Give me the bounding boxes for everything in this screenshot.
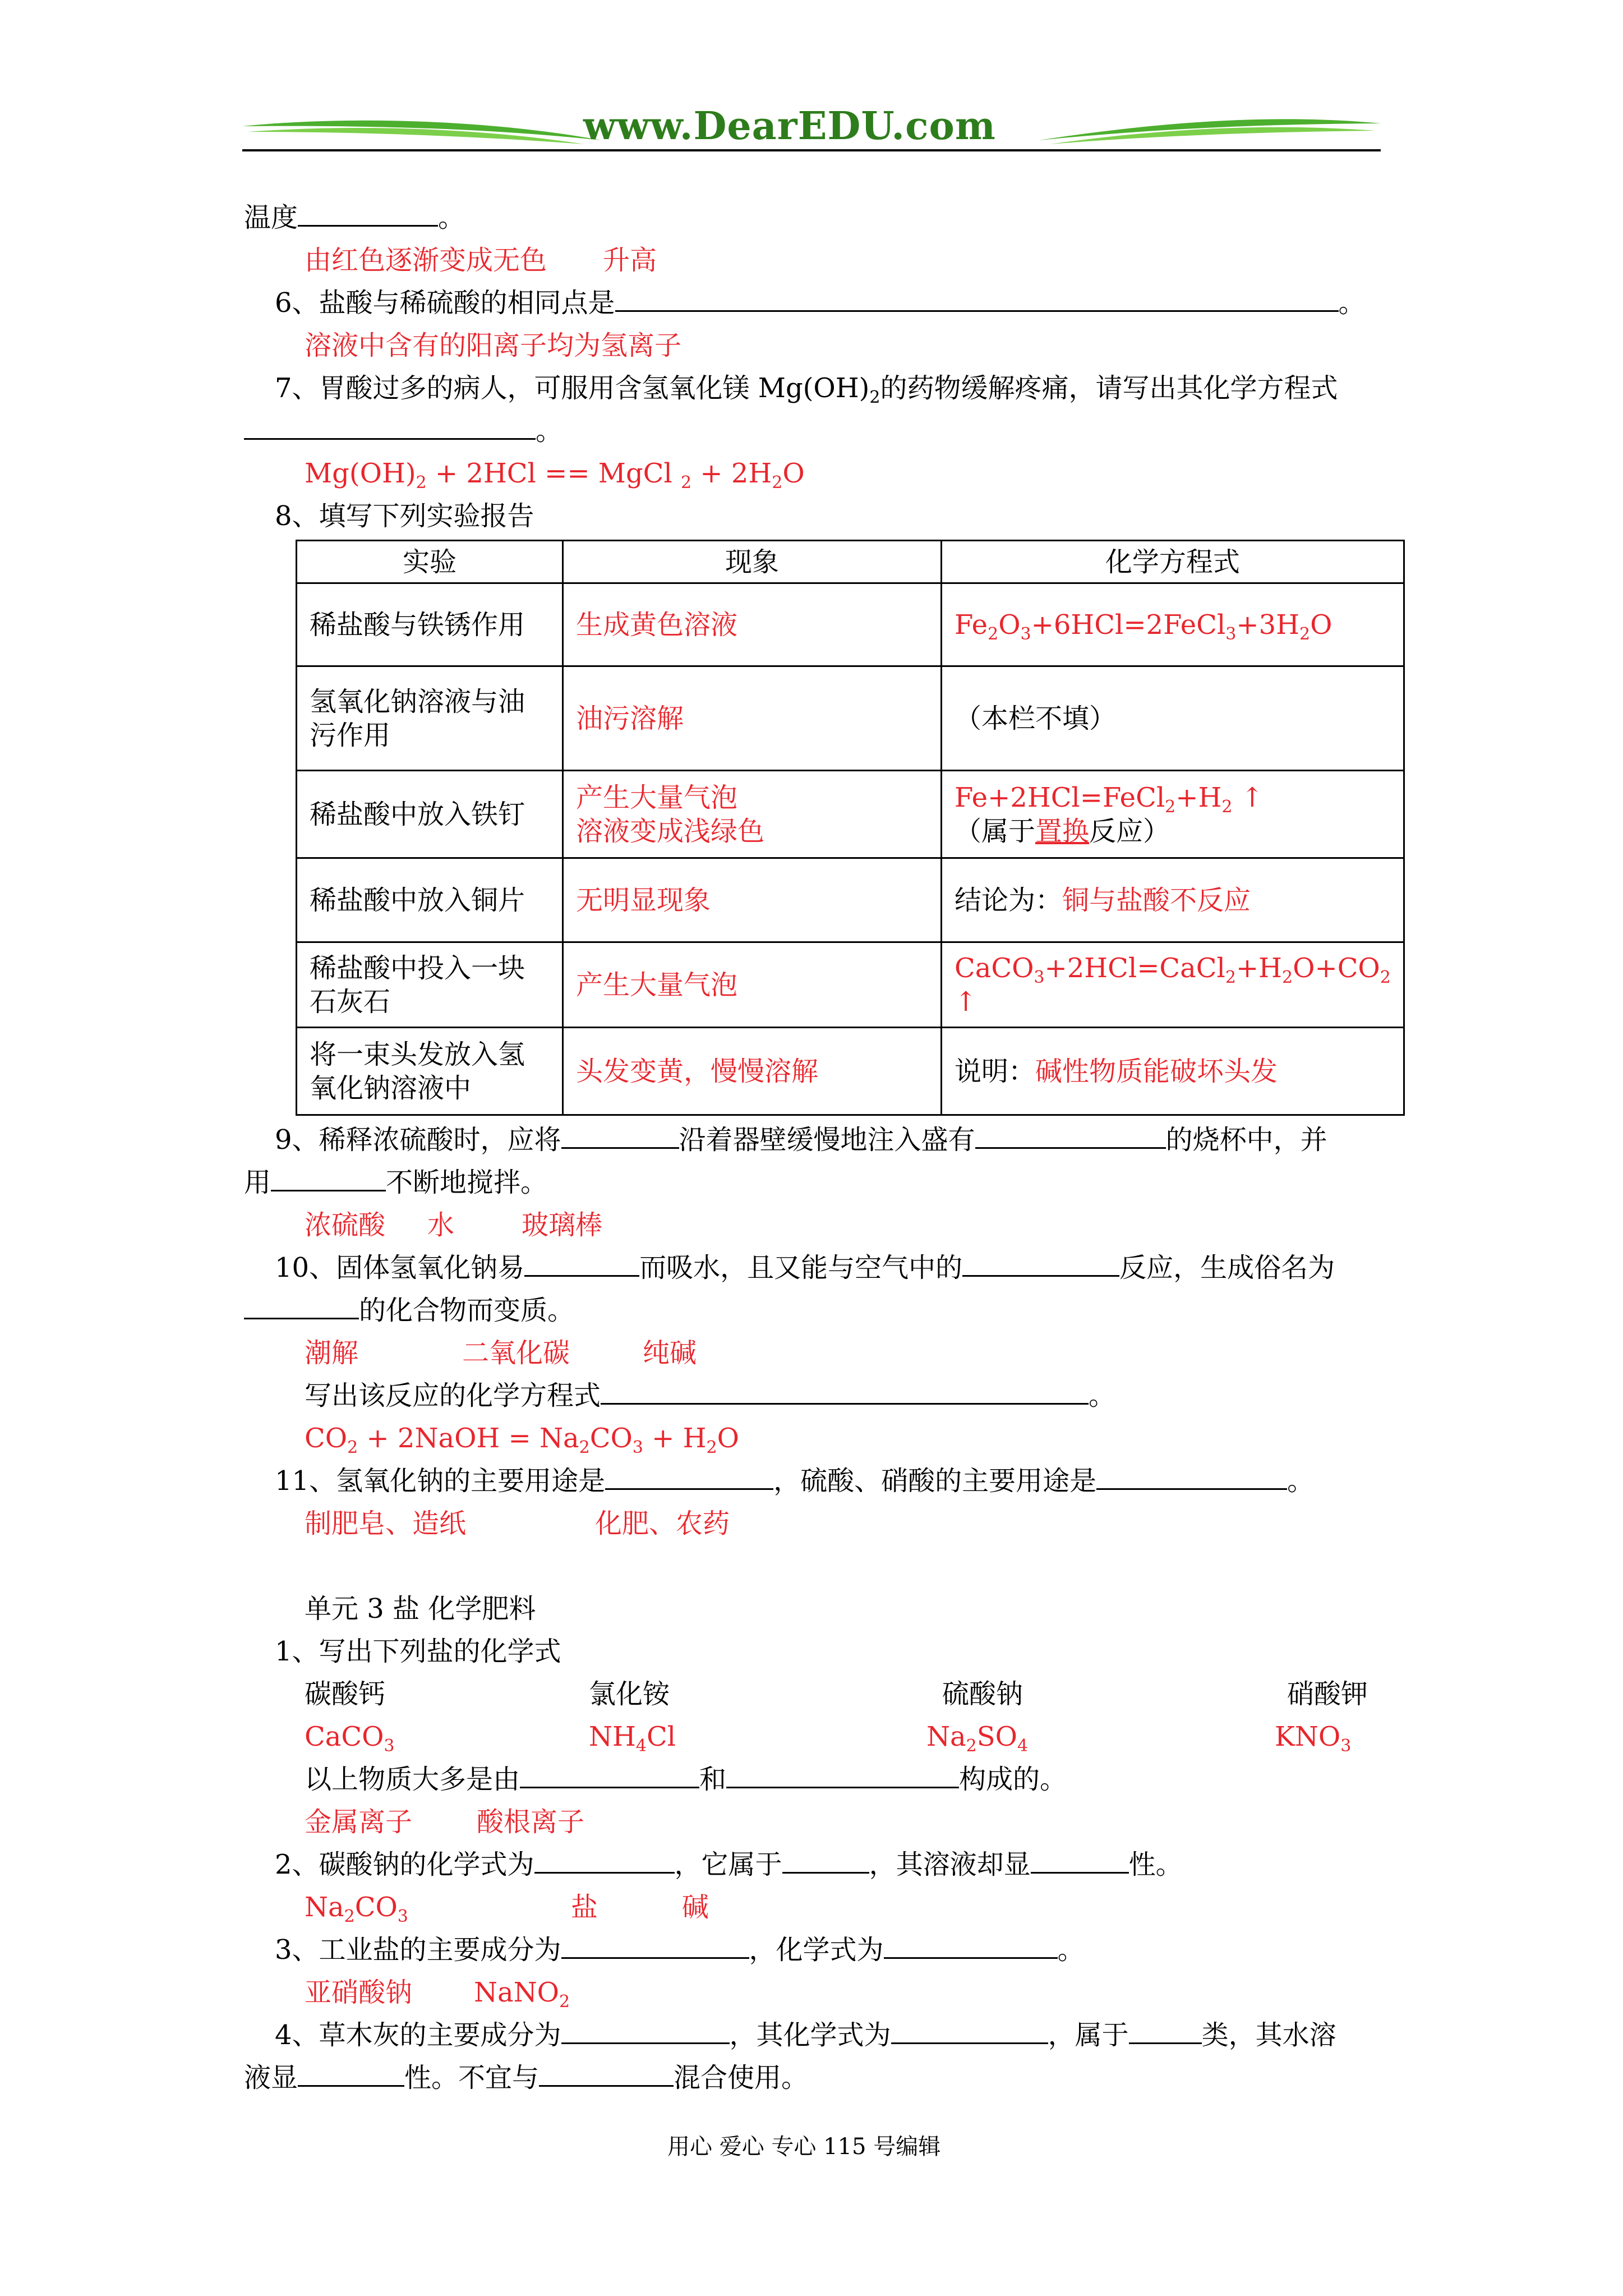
table-row bbox=[297, 942, 1404, 1028]
question-text: 10、固体氢氧化钠易 bbox=[275, 1252, 525, 1283]
answer-text: 由红色逐渐变成无色 bbox=[305, 245, 547, 276]
table-cell: 将一束头发放入氢氧化钠溶液中 bbox=[297, 1028, 563, 1115]
question-text: 用 bbox=[244, 1167, 271, 1198]
question-text: ，硫酸、硝酸的主要用途是 bbox=[773, 1465, 1097, 1497]
blank bbox=[782, 1848, 869, 1874]
question-text: ，其化学式为 bbox=[729, 2019, 891, 2051]
table-cell: 头发变黄，慢慢溶解 bbox=[563, 1028, 942, 1115]
table-cell bbox=[942, 1028, 1404, 1115]
table-cell: 生成黄色溶液 bbox=[563, 583, 942, 666]
question-text: 。 bbox=[536, 415, 563, 447]
header-rule bbox=[242, 149, 1381, 151]
table-cell bbox=[942, 858, 1404, 942]
blank bbox=[1031, 1848, 1129, 1874]
blank bbox=[524, 1251, 639, 1277]
question-text: ，属于 bbox=[1048, 2019, 1129, 2051]
answer-text: 亚硝酸钠 bbox=[305, 1977, 413, 2008]
question-text: 6、盐酸与稀硫酸的相同点是 bbox=[275, 287, 615, 319]
table-row bbox=[297, 771, 1404, 858]
question-text: 写出该反应的化学方程式 bbox=[305, 1380, 601, 1411]
question-text: 而吸水，且又能与空气中的 bbox=[639, 1252, 963, 1283]
blank bbox=[1096, 1465, 1287, 1490]
question-line bbox=[275, 1464, 1314, 1498]
table-row bbox=[297, 858, 1404, 942]
table-cell-equation: $Fe_2O_3+6HCl=2FeCl_3+3H_2O$ bbox=[942, 583, 1404, 666]
question-text: 反应，生成俗名为 bbox=[1119, 1252, 1335, 1283]
table-cell: 稀盐酸中投入一块石灰石 bbox=[297, 942, 563, 1028]
cell-text: 反应） bbox=[1089, 815, 1170, 847]
question-line bbox=[244, 1166, 547, 1199]
table-cell: 稀盐酸中放入铁钉 bbox=[297, 771, 563, 858]
table-cell-equation bbox=[942, 771, 1404, 858]
question-line bbox=[275, 1123, 1327, 1157]
question-line: 7、胃酸过多的病人，可服用含氢氧化镁 $Mg(OH)_2$的药物缓解疼痛，请写出其化学方程式 bbox=[275, 372, 1338, 407]
question-text: 。 bbox=[1287, 1465, 1315, 1497]
question-line bbox=[275, 1848, 1183, 1881]
salt-name: 氯化铵 bbox=[589, 1678, 670, 1710]
blank bbox=[962, 1251, 1119, 1277]
answer-text: 浓硫酸 bbox=[305, 1209, 386, 1241]
blank bbox=[561, 1124, 679, 1149]
blank bbox=[534, 1848, 675, 1874]
answer-text: 盐 bbox=[570, 1892, 598, 1923]
blank bbox=[1129, 2019, 1202, 2044]
blank bbox=[615, 287, 1339, 312]
blank bbox=[539, 2062, 674, 2087]
question-text: 。 bbox=[1089, 1380, 1116, 1411]
table-cell: 稀盐酸与铁锈作用 bbox=[297, 583, 563, 666]
blank bbox=[891, 2019, 1048, 2044]
question-line bbox=[244, 414, 562, 448]
blank bbox=[561, 1934, 749, 1959]
question-text: 性。 bbox=[1128, 1849, 1183, 1880]
question-text: 性。不宜与 bbox=[404, 2062, 540, 2093]
answer-text: 溶液中含有的阳离子均为氢离子 bbox=[305, 330, 682, 361]
question-text: 类，其水溶 bbox=[1201, 2019, 1336, 2051]
question-text: 4、草木灰的主要成分为 bbox=[275, 2019, 561, 2051]
question-text: 11、氢氧化钠的主要用途是 bbox=[275, 1465, 606, 1497]
question-text: 。 bbox=[1338, 287, 1366, 319]
cell-text: （属于 bbox=[955, 815, 1036, 847]
cell-answer: 铜与盐酸不反应 bbox=[1062, 884, 1251, 916]
cell-text: 结论为： bbox=[955, 884, 1063, 916]
question-text: 1、写出下列盐的化学式 bbox=[275, 1636, 561, 1667]
table-header-row bbox=[297, 541, 1404, 583]
question-line bbox=[275, 286, 1366, 320]
question-line bbox=[244, 1294, 574, 1327]
cell-line bbox=[955, 815, 1391, 848]
question-text: 9、稀释浓硫酸时，应将 bbox=[275, 1124, 561, 1156]
answer-line bbox=[305, 1507, 730, 1540]
cell-line: 溶液变成浅绿色 bbox=[576, 815, 765, 847]
answer-line bbox=[305, 1336, 697, 1370]
answer-formula: CaCO$_3$ bbox=[305, 1721, 395, 1756]
answer-text: 升高 bbox=[603, 245, 657, 276]
blank bbox=[271, 1166, 386, 1191]
cell-answer: 置换 bbox=[1035, 815, 1090, 847]
cell-equation: $Fe+2HCl=FeCl_2+H_2$ ↑ bbox=[955, 781, 1264, 817]
answer-formula: $Na_2CO_3$ bbox=[305, 1892, 408, 1926]
answer-text: 纯碱 bbox=[643, 1337, 697, 1369]
table-cell bbox=[563, 771, 942, 858]
question-text: 3、工业盐的主要成分为 bbox=[275, 1934, 561, 1966]
question-text: 以上物质大多是由 bbox=[305, 1764, 520, 1795]
blank bbox=[298, 201, 438, 227]
experiment-report-table bbox=[296, 540, 1405, 1116]
answer-formula: $NH_4Cl$ bbox=[589, 1721, 676, 1756]
question-line bbox=[275, 1251, 1335, 1285]
salt-name: 硝酸钾 bbox=[1287, 1678, 1368, 1710]
table-cell: 无明显现象 bbox=[563, 858, 942, 942]
question-text: 2、碳酸钠的化学式为 bbox=[275, 1849, 534, 1880]
blank bbox=[520, 1763, 699, 1788]
answer-text: 化肥、农药 bbox=[595, 1508, 730, 1539]
question-line bbox=[244, 201, 465, 234]
question-line bbox=[305, 1379, 1115, 1412]
answer-text: 玻璃棒 bbox=[522, 1209, 603, 1241]
blank bbox=[975, 1124, 1166, 1149]
question-text: 沿着器壁缓慢地注入盛有 bbox=[679, 1124, 975, 1156]
table-cell-equation: $CaCO_3+2HCl=CaCl_2+H_2O+CO_2$ ↑ bbox=[942, 942, 1404, 1028]
table-row bbox=[297, 583, 1404, 666]
cell-line: 产生大量气泡 bbox=[576, 781, 738, 813]
answer-line bbox=[305, 1976, 570, 2012]
answer-text: 碱 bbox=[681, 1892, 709, 1923]
question-line bbox=[244, 2061, 808, 2095]
blank bbox=[298, 2062, 404, 2087]
salt-name: 碳酸钙 bbox=[305, 1678, 386, 1710]
table-row bbox=[297, 1028, 1404, 1115]
question-text: ，化学式为 bbox=[749, 1934, 884, 1966]
question-text: 8、填写下列实验报告 bbox=[275, 500, 534, 532]
cell-answer: 碱性物质能破坏头发 bbox=[1035, 1055, 1278, 1087]
section-title: 单元 3 盐 化学肥料 bbox=[305, 1593, 536, 1625]
question-text: 的化合物而变质。 bbox=[359, 1295, 575, 1326]
answer-equation: $CO_2$ + 2NaOH = $Na_2CO_3 + H_2O$ bbox=[305, 1423, 739, 1457]
question-line bbox=[275, 2018, 1336, 2052]
blank bbox=[884, 1934, 1058, 1959]
question-line bbox=[275, 1933, 1085, 1967]
answer-text: 酸根离子 bbox=[477, 1806, 585, 1838]
cell-text: 说明： bbox=[955, 1055, 1036, 1087]
blank bbox=[605, 1465, 773, 1490]
answer-line bbox=[305, 1208, 602, 1242]
page-footer: 用心 爱心 专心 115 号编辑 bbox=[667, 2134, 941, 2160]
question-text: ，它属于 bbox=[674, 1849, 782, 1880]
table-cell: （本栏不填） bbox=[942, 666, 1404, 771]
table-row bbox=[297, 666, 1404, 771]
question-text: ，其溶液却显 bbox=[869, 1849, 1031, 1880]
question-text: 混合使用。 bbox=[674, 2062, 809, 2093]
answer-text: 潮解 bbox=[305, 1337, 359, 1369]
table-cell: 产生大量气泡 bbox=[563, 942, 942, 1028]
blank bbox=[561, 2019, 730, 2044]
answer-text: 水 bbox=[427, 1209, 455, 1241]
question-text: 液显 bbox=[244, 2062, 298, 2093]
table-cell: 油污溶解 bbox=[563, 666, 942, 771]
answer-text: 二氧化碳 bbox=[462, 1337, 570, 1369]
answer-text: 金属离子 bbox=[305, 1806, 413, 1838]
blank bbox=[726, 1763, 959, 1788]
table-header-cell: 实验 bbox=[297, 541, 563, 583]
answer-line bbox=[305, 1805, 584, 1839]
question-text: 。 bbox=[1057, 1934, 1085, 1966]
blank bbox=[244, 1294, 359, 1319]
answer-formula: $Na_2SO_4$ bbox=[926, 1721, 1029, 1756]
blank bbox=[601, 1379, 1089, 1405]
answer-formula: $KNO_3$ bbox=[1275, 1721, 1352, 1756]
table-cell: 氢氧化钠溶液与油污作用 bbox=[297, 666, 563, 771]
question-text: 构成的。 bbox=[959, 1764, 1067, 1795]
question-text: 7、胃酸过多的病人，可服用含氢氧化镁 Mg(OH) bbox=[275, 372, 870, 404]
answer-equation: $Mg(OH)_2 + 2HCl$ == MgCl $_2 + 2H_2O$ bbox=[305, 458, 805, 493]
salt-name: 硫酸钠 bbox=[942, 1678, 1023, 1710]
answer-formula: NaNO$_2$ bbox=[474, 1977, 570, 2012]
answer-line bbox=[305, 1890, 709, 1924]
question-text: 温度 bbox=[244, 202, 298, 233]
question-text: 的药物缓解疼痛，请写出其化学方程式 bbox=[880, 372, 1338, 404]
question-line bbox=[305, 1763, 1067, 1796]
question-text: 的烧杯中，并 bbox=[1165, 1124, 1327, 1156]
question-text: 。 bbox=[438, 202, 465, 233]
question-text: 和 bbox=[699, 1764, 727, 1795]
site-logo-text: www.DearEDU.com bbox=[583, 104, 996, 149]
blank bbox=[244, 415, 536, 440]
answer-line bbox=[305, 243, 657, 277]
table-header-cell: 现象 bbox=[563, 541, 942, 583]
table-cell: 稀盐酸中放入铜片 bbox=[297, 858, 563, 942]
table-header-cell: 化学方程式 bbox=[942, 541, 1404, 583]
answer-text: 制肥皂、造纸 bbox=[305, 1508, 467, 1539]
question-text: 不断地搅拌。 bbox=[386, 1167, 548, 1198]
